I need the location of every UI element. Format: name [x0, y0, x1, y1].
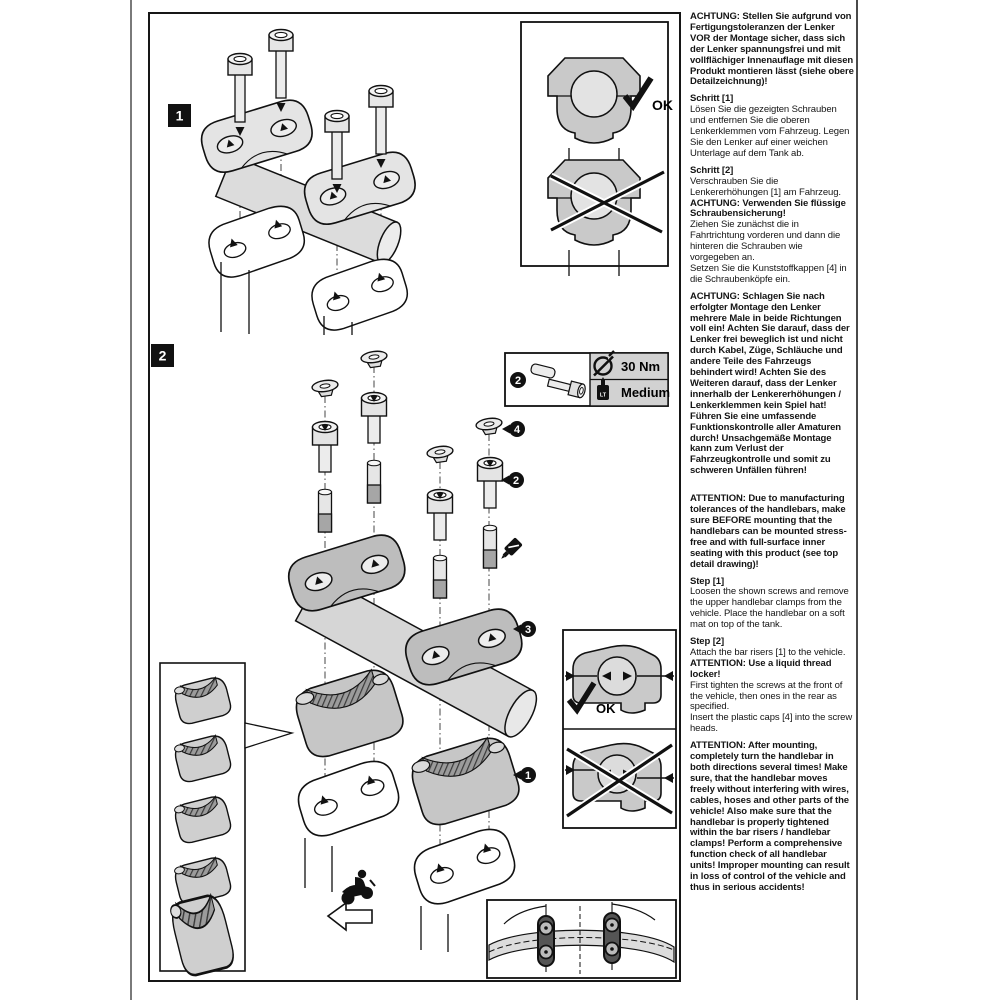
riser-variants-callout [160, 663, 292, 977]
step2-badge [151, 344, 174, 367]
instructions-column [690, 12, 854, 900]
svg-text:LT: LT [599, 392, 607, 399]
de-attention-post: ACHTUNG: Schlagen Sie nach erfolgter Montage den Lenker mehrere Male in beide Richtungen voll ein! Achten Sie darauf, dass der Lenker frei beweglich ist und nicht durch Kabel, Züge, Schläuche und andere Teile des Fahrzeugs behindert wird! Achten Sie des Weiteren darauf, dass der Lenker innerhalb der Lenkererhöhungen / Lenkerklemmen kein Spiel hat! Führen Sie eine umfassende Funktionskontrolle aller Amaturen durch! Unsachgemäße Montage kann zum Verlust der Fahrzeugkontrolle und somit zu schweren Unfällen führen! [690, 290, 850, 477]
en-step2-warning: ATTENTION: Use a liquid thread locker! [690, 657, 832, 680]
de-step2-heading: Schritt [2] [690, 164, 734, 176]
socket-screw-icon [478, 458, 503, 509]
plastic-cap [311, 379, 339, 398]
screw-threadlock-zone [319, 489, 332, 532]
ok-label: OK [596, 701, 616, 716]
de-step2-body1: Verschrauben Sie die Lenkererhöhungen [1] am Fahrzeug. [690, 175, 841, 198]
de-step2-warning: ACHTUNG: Verwenden Sie flüssige Schraubensicherung! [690, 197, 846, 220]
svg-text:2: 2 [158, 347, 167, 364]
svg-text:1: 1 [175, 107, 184, 124]
bar-riser [291, 665, 407, 761]
svg-text:4: 4 [513, 423, 521, 436]
socket-screw-icon [313, 422, 338, 473]
part-badge-cap [502, 421, 525, 437]
motorcycle-direction-icon [328, 870, 375, 930]
lower-clamp-base [293, 756, 405, 841]
diagram-step1 [168, 30, 420, 336]
screw-threadlock-zone [368, 460, 381, 503]
screw-threadlock-zone [434, 555, 447, 598]
en-step2-body1: Attach the bar risers [1] to the vehicle. [690, 646, 846, 658]
socket-screw-icon [362, 393, 387, 444]
en-attention-pre: ATTENTION: Due to manufacturing tolerances of the handlebars, make sure BEFORE mounting that the handlebars can be mounted stress-free and with full-surface inner seating with this product (see top detail drawing)! [690, 493, 847, 570]
en-step2-heading: Step [2] [690, 636, 725, 648]
torque-spec-box [505, 351, 670, 406]
step1-badge [168, 104, 191, 127]
plastic-cap [426, 445, 454, 464]
diagram-frame [148, 12, 681, 982]
en-attention-post: ATTENTION: After mounting, completely turn the handlebar in both directions several times! Make sure, that the handlebar moves freely without interfering with wires, cables, hoses and other parts of the vehicle! Also make sure that the handlebar is properly tightened within the bar risers / handlebar clamps! Perform a comprehensive function check of all handlebar units! Improper mounting can result in loss of control of the vehicle and thus in serious accidents! [690, 740, 850, 893]
de-step2-body3: Setzen Sie die Kunststoffkappen [4] in die Schraubenköpfe ein. [690, 262, 847, 285]
de-step2-body2: Ziehen Sie zunächst die in Fahrtrichtung vorderen und dann die hinteren die Schrauben wie vorgegeben an. [690, 219, 841, 264]
lower-clamp-base [409, 824, 521, 909]
de-step1-body: Lösen Sie die gezeigten Schrauben und entfernen Sie die oberen Lenkerklemmen vom Fahrzeug. Legen Sie den Lenker auf einer weichen Unterlage auf dem Tank ab. [690, 104, 850, 159]
threadlocker-apply-icon [497, 537, 522, 562]
diagram-step2 [151, 344, 543, 977]
svg-text:1: 1 [524, 769, 532, 782]
svg-text:2: 2 [512, 474, 520, 487]
de-attention-pre: ACHTUNG: Stellen Sie aufgrund von Fertigungstoleranzen der Lenker VOR der Montage sicher, dass sich der Lenker spannungsfrei und mit vollflächiger Innenauflage mit diesen Produkt montieren lässt (siehe obere Detailzeichnung)! [690, 11, 854, 88]
torque-value: 30 Nm [621, 359, 661, 374]
en-step1-body: Loosen the shown screws and remove the upper handlebar clamps from the vehicle. Place the handlebar on a soft mat on top of the tank. [690, 586, 849, 631]
clamp-side-ok [573, 646, 661, 713]
clamp-front-view [538, 916, 554, 966]
plastic-cap [360, 350, 388, 369]
detail-box-handlebar-position [487, 900, 676, 978]
plastic-cap [475, 417, 503, 436]
ok-label: OK [652, 97, 673, 113]
en-step2-body2: First tighten the screws at the front of the vehicle, then ones in the rear as specified. [690, 679, 843, 713]
clamp-front-view [604, 913, 620, 963]
bar-riser [407, 733, 523, 829]
socket-screw-icon [428, 490, 453, 541]
part-badge-screw [501, 472, 524, 488]
locker-grade: Medium [621, 385, 671, 400]
detail-box-alignment [563, 630, 676, 828]
detail-box-seating [521, 22, 673, 276]
svg-text:3: 3 [524, 623, 532, 636]
page-fold-line-right [856, 0, 858, 1000]
en-step2-body3: Insert the plastic caps [4] into the screw heads. [690, 712, 853, 735]
screw-threadlock-zone [484, 525, 497, 568]
item-badge: 2 [514, 374, 522, 387]
lower-clamp-base [306, 254, 412, 335]
lower-clamp-base [203, 201, 309, 282]
en-step1-heading: Step [1] [690, 575, 725, 587]
page-fold-line-left [130, 0, 132, 1000]
direction-arrow-icon [328, 903, 372, 930]
assembly-diagram [150, 14, 679, 980]
de-step1-heading: Schritt [1] [690, 93, 734, 105]
